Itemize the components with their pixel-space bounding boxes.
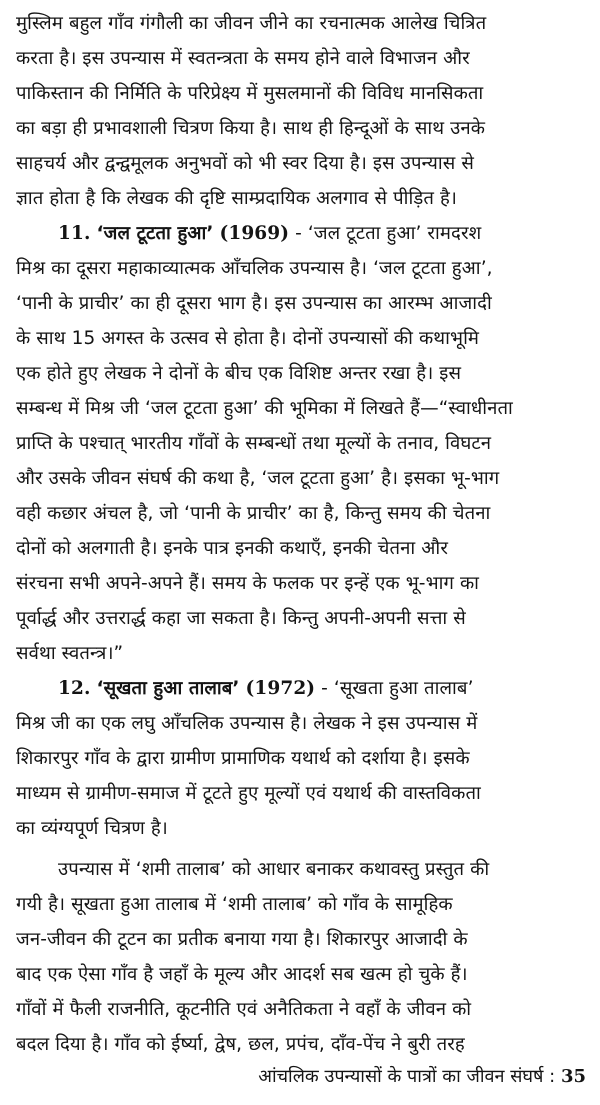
section-heading [16, 216, 588, 251]
text-line: प्राप्ति के पश्चात् भारतीय गाँवों के सम्बन्धों तथा मूल्यों के तनाव, विघटन [16, 433, 492, 454]
heading-rest-text: - ‘सूखता हुआ तालाब’ [315, 678, 474, 699]
text-line: जन-जीवन की टूटन का प्रतीक बनाया गया है। शिकारपुर आजादी के [16, 929, 468, 950]
section-number: 12. [58, 678, 91, 699]
text-line: मुस्लिम बहुल गाँव गंगौली का जीवन जीने का रचनात्मक आलेख चित्रित [16, 13, 487, 34]
text-line: माध्यम से ग्रामीण-समाज में टूटते हुए मूल्यों एवं यथार्थ की वास्तविकता [16, 783, 481, 804]
text-line: करता है। इस उपन्यास में स्वतन्त्रता के समय होने वाले विभाजन और [16, 48, 470, 69]
running-title: आंचलिक उपन्यासों के पात्रों का जीवन संघर्ष [258, 1066, 544, 1087]
page-body [16, 6, 588, 1062]
text-line: पूर्वार्द्ध और उत्तरार्द्ध कहा जा सकता है। किन्तु अपनी-अपनी सत्ता से [16, 608, 466, 629]
section-year: (1972) [245, 678, 316, 699]
section-heading [16, 671, 588, 706]
text-line: उपन्यास में ‘शमी तालाब’ को आधार बनाकर कथावस्तु प्रस्तुत की [58, 859, 490, 880]
text-line: संरचना सभी अपने-अपने हैं। समय के फलक पर इन्हें एक भू-भाग का [16, 573, 480, 594]
text-line: बदल दिया है। गाँव को ईर्ष्या, द्वेष, छल, प्रपंच, दाँव-पेंच ने बुरी तरह [16, 1034, 465, 1055]
text-line: वही कछार अंचल है, जो ‘पानी के प्राचीर’ का है, किन्तु समय की चेतना [16, 503, 491, 524]
page-footer [258, 1062, 586, 1092]
section-item-11 [16, 216, 588, 671]
text-line: गयी है। सूखता हुआ तालाब में ‘शमी तालाब’ को गाँव के सामूहिक [16, 894, 453, 915]
text-line: गाँवों में फैली राजनीति, कूटनीति एवं अनैतिकता ने वहाँ के जीवन को [16, 999, 472, 1020]
text-line: दोनों को अलगाती है। इनके पात्र इनकी कथाएँ, इनकी चेतना और [16, 538, 448, 559]
text-line: एक होते हुए लेखक ने दोनों के बीच एक विशिष्ट अन्तर रखा है। इस [16, 363, 462, 384]
text-line: पाकिस्तान की निर्मिति के परिप्रेक्ष्य में मुसलमानों की विविध मानसिकता [16, 83, 484, 104]
text-line: साहचर्य और द्वन्द्वमूलक अनुभवों को भी स्वर दिया है। इस उपन्यास से [16, 153, 474, 174]
paragraph-intro [16, 6, 588, 216]
text-line: ‘पानी के प्राचीर’ का ही दूसरा भाग है। इस उपन्यास का आरम्भ आजादी [16, 293, 492, 314]
heading-rest-text: - ‘जल टूटता हुआ’ रामदरश [289, 223, 482, 244]
section-title: ‘सूखता हुआ तालाब’ [96, 678, 240, 699]
text-line: ज्ञात होता है कि लेखक की दृष्टि साम्प्रदायिक अलगाव से पीड़ित है। [16, 188, 457, 209]
text-line: के साथ 15 अगस्त के उत्सव से होता है। दोनों उपन्यासों की कथाभूमि [16, 328, 480, 349]
section-year: (1969) [219, 223, 290, 244]
section-number: 11. [58, 223, 91, 244]
text-line: शिकारपुर गाँव के द्वारा ग्रामीण प्रामाणिक यथार्थ को दर्शाया है। इसके [16, 748, 470, 769]
text-line: का बड़ा ही प्रभावशाली चित्रण किया है। साथ ही हिन्दूओं के साथ उनके [16, 118, 486, 139]
text-line: का व्यंग्यपूर्ण चित्रण है। [16, 818, 168, 839]
text-line: सम्बन्ध में मिश्र जी ‘जल टूटता हुआ’ की भूमिका में लिखते हैं—“स्वाधीनता [16, 398, 513, 419]
text-line: और उसके जीवन संघर्ष की कथा है, ‘जल टूटता हुआ’ है। इसका भू-भाग [16, 468, 500, 489]
text-line: मिश्र जी का एक लघु आँचलिक उपन्यास है। लेखक ने इस उपन्यास में [16, 713, 478, 734]
section-title: ‘जल टूटता हुआ’ [96, 223, 214, 244]
text-line: बाद एक ऐसा गाँव है जहाँ के मूल्य और आदर्श सब खत्म हो चुके हैं। [16, 964, 468, 985]
page-number: 35 [560, 1066, 586, 1087]
text-line: सर्वथा स्वतन्त्र।” [16, 643, 124, 664]
footer-separator: : [543, 1066, 561, 1087]
section-item-12 [16, 671, 588, 846]
paragraph-shami-talab [16, 852, 588, 1062]
text-line: मिश्र का दूसरा महाकाव्यात्मक आँचलिक उपन्यास है। ‘जल टूटता हुआ’, [16, 258, 493, 279]
